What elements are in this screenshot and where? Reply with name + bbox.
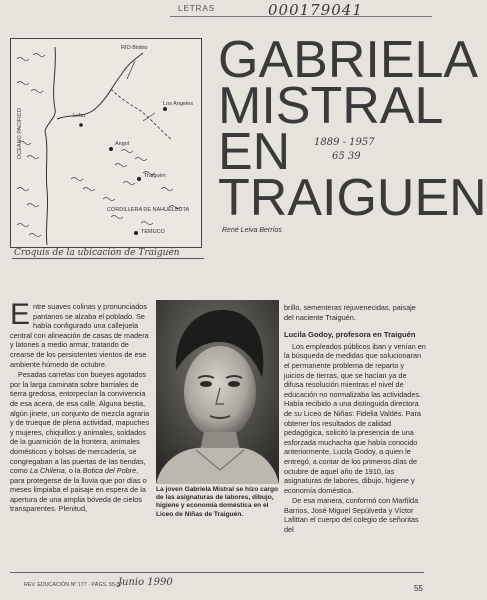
map-label-angol: Angol [115, 141, 130, 147]
title-line-4: TRAIGUEN [218, 169, 487, 227]
drop-cap: E [10, 298, 31, 331]
title-line-1: GABRIELA [218, 31, 479, 89]
photo-caption: La joven Gabriela Mistral se hizo cargo de las asignaturas de labores, dibujo, higiene y economía doméstica en el Liceo de Niñas de Traiguén. [156, 486, 279, 518]
title-line-2: MISTRAL [218, 77, 444, 135]
col3-paragraph-2: Los empleados públicos iban y venían en la búsqueda de medidas que solucionaran el permanente problema de reparto y juicios de tierras, que se hacían ya de difusa resolución mientras el nivel de educación no normalizaba las actividades. Había recibido a una distinguida directora de su Liceo de Niñas: Fidelia Valdés. Para obtener los resultados de calidad pedagógica, solicitó la presencia de una esforzada muchacha que había conocido anteriormente, Lucila Godoy, a quien le entregó, a contar de los primeros días de octubre de aquel año de 1910, las asignaturas de labores, dibujo, higiene y economía doméstica. [284, 341, 426, 495]
journal-reference: REV. EDUCACIÓN Nº 177 · PÁGS. 55-57 [24, 582, 123, 588]
handwritten-dates: 1889 - 1957 [314, 137, 375, 148]
col3-paragraph-1: brillo, sementeras rejuvenecidas, paisaje del naciente Traiguén. [284, 303, 416, 322]
section-label: LETRAS [178, 4, 216, 13]
catalog-number: 000179041 [268, 1, 363, 19]
article-column-3 [284, 303, 426, 536]
map-label-temuco: TEMUCO [141, 229, 165, 235]
byline: René Leiva Berríos [222, 227, 282, 234]
handwritten-date: Junio 1990 [118, 577, 173, 588]
map-caption-rule [12, 258, 204, 259]
col1-paragraph-1: Entre suaves colinas y pronunciados pantanos se alzaba el poblado. Se había configurado una callejuela central con alineación de casas de madera y latones a medio armar, tratando de crearse de los persistentes vientos de ese ambiente húmedo de octubre. [10, 298, 149, 369]
portrait-image [156, 300, 279, 484]
map-drawing [11, 39, 201, 247]
page-number: 55 [414, 584, 423, 593]
map-label-los-angeles: Los Angeles [163, 101, 193, 107]
title-line-3: EN [218, 123, 291, 181]
map-label-traiguen: Traiguén [144, 173, 166, 179]
map-label-ocean: OCEANO PACIFICO [17, 108, 23, 159]
col3-paragraph-3: De esa manera, conformó con Marfilda Barrios, José Miguel Sepúlveda y Víctor Lafittan el cuerpo del colegio de señoritas del [284, 496, 419, 535]
footer-rule [10, 572, 424, 573]
handwritten-code: 65 39 [332, 151, 361, 162]
map-label-lebu: Lebu [73, 113, 86, 119]
map-caption: Croquis de la ubicación de Traiguén [14, 248, 180, 258]
section-subheading: Lucila Godoy, profesora en Traiguén [284, 330, 416, 340]
map-label-cordillera: CORDILLERA DE NAHUELBUTA [107, 207, 190, 213]
article-column-1 [10, 298, 150, 515]
portrait-photo [156, 300, 279, 484]
col1-paragraph-2: Pesadas carretas con bueyes agotados por la larga caminata sobre barriales de tierra gredosa, entorpecían la convivencia de esa acera, de esa calle. Alguna bestia, algún jinete, un conjunto de mezcla agraria y de trueque de plena actividad, mapuches y mujeres, chiquillos y animales, soldados de la guarnición de la frontera, animales domésticos y bolsas de mercadería, se congregaban a las puertas de las tiendas, como La Chilena, o la Botica del Pobre, para protegerse de la lluvia que por días o meses limpiaba el paisaje en espera de la apertura de una amplia bóveda de cielos transparentes. Plenitud, [10, 370, 150, 514]
location-map [10, 38, 202, 248]
map-label-rio-biobio: RIO Biobio [121, 45, 148, 51]
